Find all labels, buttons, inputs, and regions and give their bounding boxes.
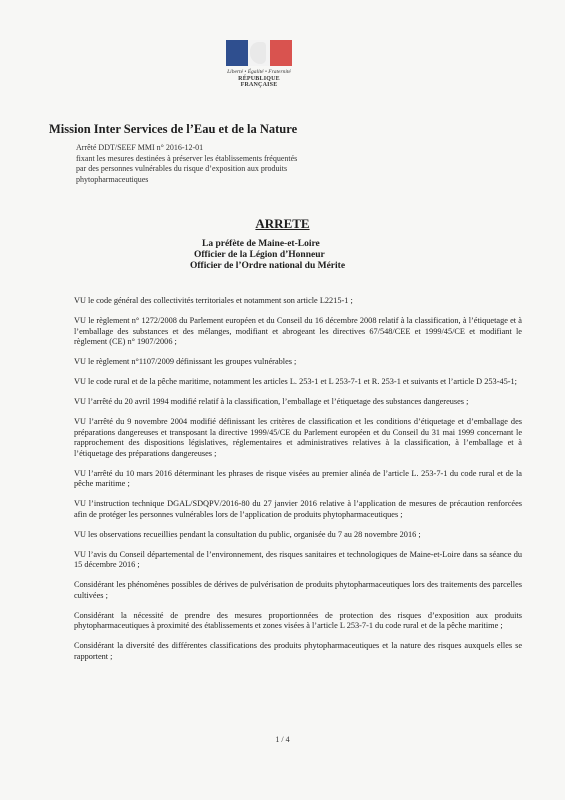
prefect-line: La préfète de Maine-et-Loire	[202, 239, 320, 249]
paragraph: VU le code général des collectivités territoriales et notamment son article L2215-1 ;	[74, 296, 353, 305]
prefect-block	[172, 239, 345, 272]
paragraph: VU l’avis du Conseil départemental de l’environnement, des risques sanitaires et technologiques de Maine-et-Loire dans sa séance du 15 décembre 2016 ;	[74, 549, 522, 569]
paragraph: VU l’arrêté du 20 avril 1994 modifié relatif à la classification, l’emballage et l’étiquetage des substances dangereuses ;	[74, 397, 469, 406]
arrete-ref-line: par des personnes vulnérables du risque d’exposition aux produits	[76, 164, 288, 173]
page-number: 1 / 4	[275, 735, 290, 744]
paragraph: VU les observations recueillies pendant la consultation du public, organisée du 7 au 28 novembre 2016 ;	[74, 529, 421, 539]
arrete-ref-line: Arrêté DDT/SEEF MMI n° 2016-12-01	[76, 143, 204, 152]
logo-motto: Liberté • Égalité • Fraternité	[227, 69, 291, 75]
paragraph: VU le règlement n° 1272/2008 du Parlement européen et du Conseil du 16 décembre 2008 relatif à la classification, à l’étiquetage et à l’emballage des substances et des mélanges, modifiant et abrogeant les directives 67/548/CEE et 1999/45/CE et modifiant le règlement (CE) n° 1907/2006 ;	[74, 316, 522, 346]
paragraph: Considérant la nécessité de prendre des mesures proportionnées de protection des risques d’exposition aux produits phytopharmaceutiques à proximité des établissements et zones visées à l’article L 253-7-1 du code rural et de la pêche maritime ;	[74, 610, 522, 630]
marianne-flag-icon	[226, 40, 292, 66]
document-body	[74, 296, 522, 672]
prefect-line: Officier de la Légion d’Honneur	[194, 250, 325, 260]
paragraph: VU le règlement n°1107/2009 définissant les groupes vulnérables ;	[74, 357, 297, 366]
prefect-line: Officier de l’Ordre national du Mérite	[190, 261, 346, 271]
logo-republic: RÉPUBLIQUE FRANÇAISE	[238, 76, 280, 88]
paragraph: VU l’arrêté du 10 mars 2016 déterminant les phrases de risque visées au premier alinéa de l’article L. 253-7-1 du code rural et de la pêche maritime ;	[74, 468, 522, 488]
arrete-reference	[76, 143, 336, 185]
republique-francaise-logo	[224, 40, 294, 88]
organization-name: Mission Inter Services de l’Eau et de la Nature	[49, 122, 298, 136]
arrete-ref-line: fixant les mesures destinées à préserver les établissements fréquentés	[76, 153, 298, 163]
paragraph: Considérant la diversité des différentes classifications des produits phytopharmaceutiques et la nature des risques auxquels elles se rapportent ;	[74, 641, 522, 661]
document-title: ARRETE	[255, 216, 310, 231]
paragraph: VU l’instruction technique DGAL/SDQPV/2016-80 du 27 janvier 2016 relative à l’application de mesures de précaution renforcées afin de protéger les personnes vulnérables lors de l’application de produits phytopharmaceutiques ;	[74, 499, 522, 519]
paragraph: VU l’arrêté du 9 novembre 2004 modifié définissant les critères de classification et les conditions d’étiquetage et d’emballage des préparations dangereuses et transposant la directive 1999/45/CE du Parlement européen et du Conseil du 31 mai 1999 concernant le rapprochement des dispositions législatives, réglementaires et administratives relatives à la classification, à l’emballage et à l’étiquetage des préparations dangereuses ;	[74, 417, 522, 458]
paragraph: VU le code rural et de la pêche maritime, notamment les articles L. 253-1 et L 253-7-1 et R. 253-1 et suivants et l’article D 253-45-1;	[74, 377, 517, 386]
arrete-ref-line: phytopharmaceutiques	[76, 174, 149, 184]
paragraph: Considérant les phénomènes possibles de dérives de pulvérisation de produits phytopharmaceutiques lors des traitements des parcelles cultivées ;	[74, 580, 522, 600]
